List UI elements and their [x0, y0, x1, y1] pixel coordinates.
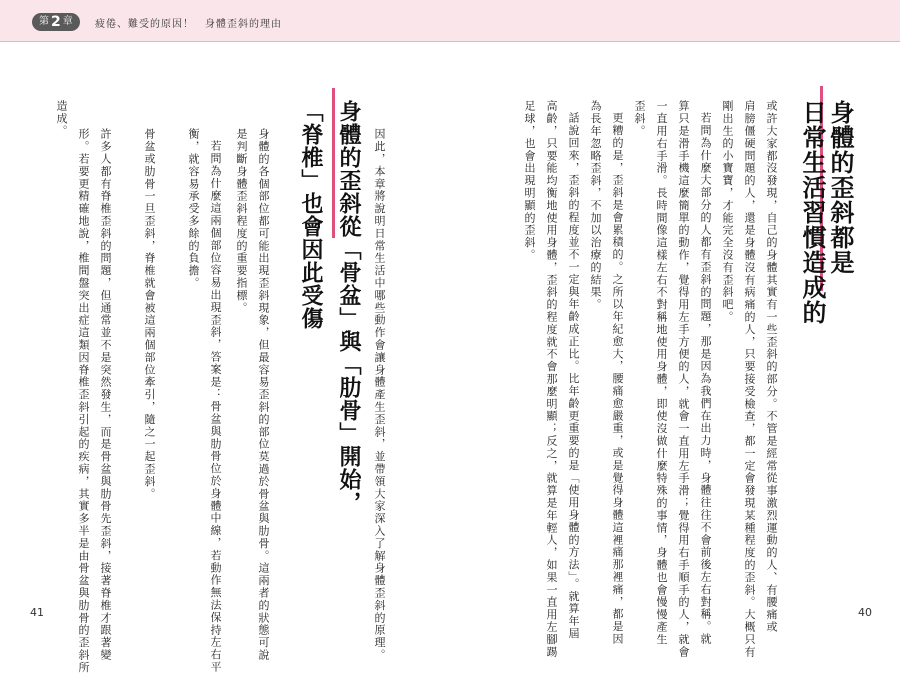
right-body-column: 剛出生的小寶寶，才能完全沒有歪斜吧。 — [721, 100, 734, 324]
left-body-column: 身體的各個部位都可能出現歪斜現象，但最容易歪斜的部位莫過於骨盆與肋骨。這兩者的狀態可說 — [257, 128, 270, 662]
section-title: 身體歪斜的理由 — [205, 19, 282, 30]
chapter-prefix: 第 — [39, 16, 49, 27]
right-heading-line-2: 日常生活習慣造成的 — [798, 100, 826, 325]
right-body-column: 高齡，只要能均衡地使用身體，歪斜的程度就不會那麼明顯；反之，就算是年輕人，如果一直用左腳踢 — [545, 100, 558, 658]
chapter-suffix: 章 — [62, 16, 73, 27]
right-body-column: 足球，也會出現明顯的歪斜。 — [523, 100, 536, 262]
left-heading-line-2: 「脊椎」也會因此受傷 — [298, 100, 323, 330]
right-heading-line-1: 身體的歪斜都是 — [826, 100, 854, 275]
right-body-column: 為長年忽略歪斜，不加以治療的結果。 — [589, 100, 602, 311]
chapter-title: 疲倦、難受的原因！ — [95, 19, 194, 30]
left-body-column: 若問為什麼這兩個部位容易出現歪斜，答案是：骨盆與肋骨位於身體中線，若動作無法保持左右平 — [209, 140, 222, 674]
chapter-number: 2 — [51, 14, 61, 30]
right-body-column: 或許大家都沒發現，自己的身體其實有一些歪斜的部分。不管是經常從事激烈運動的人、有腰痛或 — [765, 100, 778, 634]
left-body-column: 是判斷身體歪斜程度的重要指標。 — [235, 128, 248, 314]
right-body-column: 一直用右手滑。長時間像這樣左右不對稱地使用身體，即使沒做什麼特殊的事情，身體也會慢慢產生 — [655, 100, 668, 646]
right-body-column: 話說回來，歪斜的程度並不一定與年齡成正比。比年齡更重要的是「使用身體的方法」。就算年屆 — [567, 112, 580, 640]
right-body-column: 歪斜。 — [633, 100, 646, 138]
left-body-column: 許多人都有脊椎歪斜的問題，但通常並不是突然發生，而是骨盆與肋骨先歪斜，接著脊椎才跟著變 — [99, 128, 112, 662]
page-number-right: 40 — [858, 606, 872, 619]
left-body-column: 形。若要更精確地說，椎間盤突出症這類因脊椎歪斜引起的疾病，其實多半是由骨盆與肋骨的歪斜所 — [77, 128, 90, 674]
left-body-column: 骨盆或肋骨一旦歪斜，脊椎就會被這兩個部位牽引，隨之一起歪斜。 — [143, 128, 156, 500]
left-body-column: 造成。 — [55, 100, 68, 138]
chapter-badge — [32, 13, 80, 31]
right-body-column: 算只是滑手機這麼簡單的動作，覺得用左手方便的人，就會一直用左手滑；覺得用右手順手的人，就會 — [677, 100, 690, 658]
left-heading-line-1: 身體的歪斜從「骨盆」與「肋骨」開始， — [336, 100, 361, 514]
page-number-left: 41 — [30, 606, 44, 619]
right-body-column: 肩膀僵硬問題的人，還是身體沒有病痛的人，只要接受檢查，都一定會發現某種程度的歪斜。大概只有 — [743, 100, 756, 658]
right-body-column: 若問為什麼大部分的人都有歪斜的問題，那是因為我們在出力時，身體往往不會前後左右對稱。就 — [699, 112, 712, 646]
right-body-column: 更糟的是，歪斜是會累積的。之所以年紀愈大，腰痛愈嚴重，或是覺得身體這裡痛那裡痛，都是因 — [611, 112, 624, 646]
left-body-column: 衡，就容易承受多餘的負擔。 — [187, 128, 200, 290]
header-divider — [0, 41, 900, 42]
left-intro-column: 因此，本章將說明日常生活中哪些動作會讓身體產生歪斜，並帶領大家深入了解身體歪斜的原理。 — [373, 128, 386, 662]
